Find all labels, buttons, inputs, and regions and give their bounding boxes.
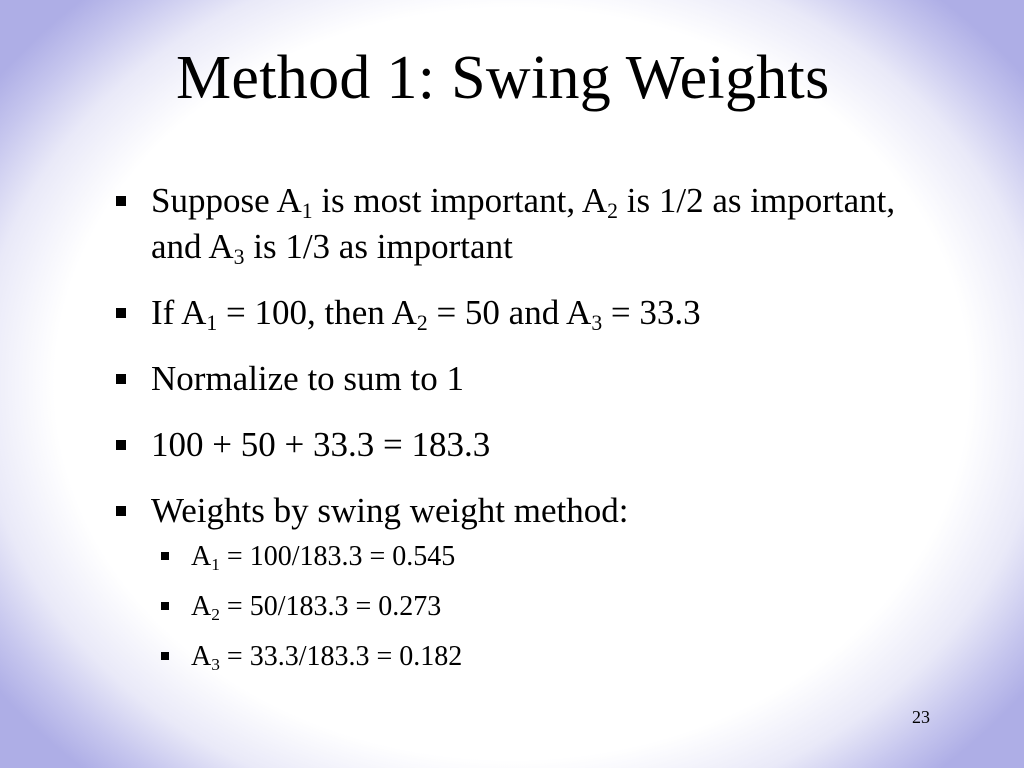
- bullet-list: [113, 178, 933, 697]
- subscript: 1: [211, 554, 220, 574]
- sub-bullet-weight-a3: [161, 637, 933, 677]
- bullet-text: Weights by swing weight method:: [151, 491, 629, 530]
- sub-bullet-text: = 33.3/183.3 = 0.182: [219, 641, 463, 672]
- square-bullet-icon: [116, 440, 126, 450]
- bullet-sum: [113, 422, 933, 468]
- slide-title: Method 1: Swing Weights: [176, 44, 830, 112]
- bullet-text: 100 + 50 + 33.3 = 183.3: [151, 425, 491, 464]
- sub-bullet-text: = 100/183.3 = 0.545: [219, 541, 456, 572]
- subscript: 2: [607, 199, 619, 224]
- sub-bullet-text: = 50/183.3 = 0.273: [219, 591, 442, 622]
- subscript: 3: [591, 311, 603, 336]
- bullet-text: is most important, A: [312, 181, 608, 220]
- subscript: 3: [211, 654, 220, 674]
- bullet-values: [113, 290, 933, 336]
- bullet-text: Suppose A: [151, 181, 302, 220]
- bullet-text: = 33.3: [602, 293, 701, 332]
- square-bullet-icon: [116, 308, 126, 318]
- sub-bullet-weight-a2: [161, 587, 933, 627]
- square-bullet-icon: [161, 652, 169, 660]
- square-bullet-icon: [116, 374, 126, 384]
- sub-bullet-weight-a1: [161, 537, 933, 577]
- square-bullet-icon: [161, 602, 169, 610]
- bullet-text: = 100, then A: [217, 293, 417, 332]
- subscript: 2: [416, 311, 428, 336]
- sub-bullet-text: A: [191, 541, 212, 572]
- sub-bullet-text: A: [191, 641, 212, 672]
- sub-bullet-text: A: [191, 591, 212, 622]
- bullet-text: Normalize to sum to 1: [151, 359, 465, 398]
- bullet-text: If A: [151, 293, 207, 332]
- bullet-text: is 1/3 as important: [244, 227, 513, 266]
- bullet-text: = 50 and A: [427, 293, 592, 332]
- bullet-normalize: [113, 356, 933, 402]
- slide-number: 23: [912, 707, 930, 727]
- square-bullet-icon: [161, 552, 169, 560]
- subscript: 3: [233, 245, 245, 270]
- subscript: 1: [301, 199, 313, 224]
- subscript: 1: [206, 311, 218, 336]
- bullet-text: is 1/2 as important, and A: [151, 181, 896, 266]
- subscript: 2: [211, 604, 220, 624]
- bullet-importance: [113, 178, 933, 270]
- square-bullet-icon: [116, 196, 126, 206]
- sub-bullet-list: [151, 537, 933, 677]
- bullet-weights: [113, 488, 933, 677]
- square-bullet-icon: [116, 506, 126, 516]
